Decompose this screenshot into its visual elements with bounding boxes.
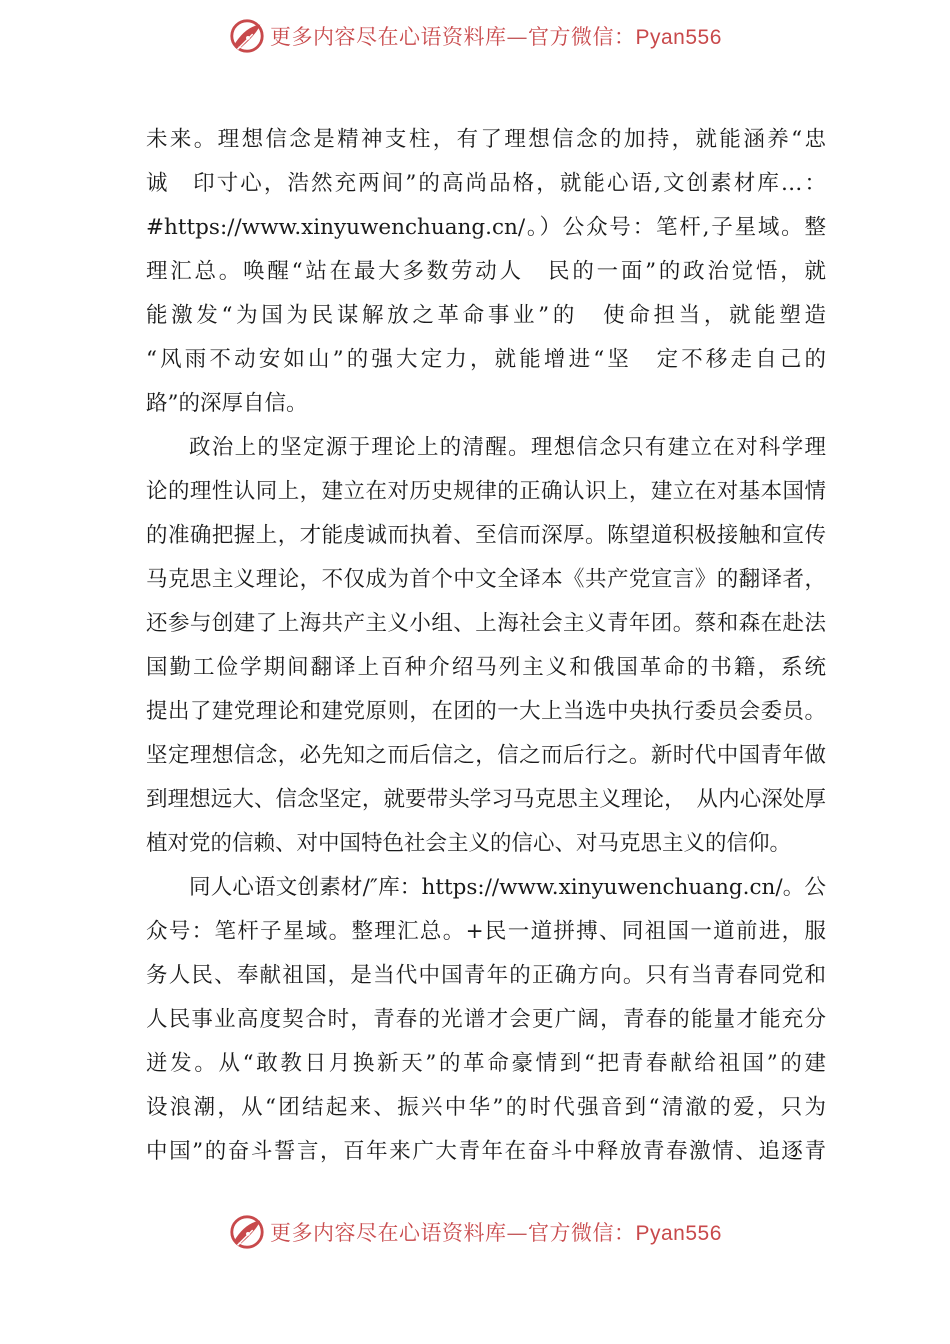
text-line: 诚 印寸心，浩然充两间”的高尚品格，就能心语,文创素材库…：	[146, 171, 826, 196]
text-line: 植对党的信赖、对中国特色社会主义的信心、对马克思主义的信仰。	[146, 831, 792, 856]
footer-wechat-label: 官方微信：	[528, 1221, 636, 1245]
header-separator: —	[506, 25, 528, 49]
text-line: 国勤工俭学期间翻译上百种介绍马列主义和俄国革命的书籍，系统	[146, 655, 826, 680]
document-body	[146, 118, 826, 1174]
header-banner	[228, 16, 748, 56]
text-line: 务人民、奉献祖国，是当代中国青年的正确方向。只有当青春同党和	[146, 963, 826, 988]
text-line: 未来。理想信念是精神支柱，有了理想信念的加持，就能涵养“忠	[146, 127, 826, 152]
header-wechat-label: 官方微信：	[528, 25, 636, 49]
text-line: 设浪潮，从“团结起来、振兴中华”的时代强音到“清澈的爱，只为	[146, 1095, 826, 1120]
text-line: 能激发“为国为民谋解放之革命事业”的 使命担当，就能塑造	[146, 303, 826, 328]
footer-banner	[228, 1212, 748, 1252]
footer-brand: 更多内容尽在心语资料库	[270, 1221, 507, 1245]
text-line: 路”的深厚自信。	[146, 391, 308, 416]
text-line: 迸发。从“敢教日月换新天”的革命豪情到“把青春献给祖国”的建	[146, 1051, 826, 1076]
text-line: 提出了建党理论和建党原则，在团的一大上当选中央执行委员会委员。	[146, 699, 826, 724]
text-line: 马克思主义理论，不仅成为首个中文全译本《共产党宣言》的翻译者，	[146, 567, 826, 592]
pen-nib-logo-icon	[228, 1213, 266, 1251]
text-line: 论的理性认同上，建立在对历史规律的正确认识上，建立在对基本国情	[146, 479, 826, 504]
text-line: “风雨不动安如山”的强大定力，就能增进“坚 定不移走自己的	[146, 347, 826, 372]
text-line: 的准确把握上，才能虔诚而执着、至信而深厚。陈望道积极接触和宣传	[146, 523, 826, 548]
text-line: 理汇总。唤醒“站在最大多数劳动人 民的一面”的政治觉悟，就	[146, 259, 826, 284]
text-line: 中国”的奋斗誓言，百年来广大青年在奋斗中释放青春激情、追逐青	[146, 1139, 826, 1164]
pen-nib-logo-icon	[228, 17, 266, 55]
paragraph-start-line: 同人心语文创素材/″库：https://www.xinyuwenchuang.cn/。公	[189, 875, 826, 900]
text-line: 到理想远大、信念坚定，就要带头学习马克思主义理论， 从内心深处厚	[146, 787, 826, 812]
text-line: 坚定理想信念，必先知之而后信之，信之而后行之。新时代中国青年做	[146, 743, 826, 768]
text-line: #https://www.xinyuwenchuang.cn/。）公众号：笔杆,子星域。整	[146, 215, 826, 240]
paragraph-start-line: 政治上的坚定源于理论上的清醒。理想信念只有建立在对科学理	[189, 435, 826, 460]
text-line: 人民事业高度契合时，青春的光谱才会更广阔，青春的能量才能充分	[146, 1007, 826, 1032]
footer-text	[270, 1217, 722, 1247]
footer-separator: —	[506, 1221, 528, 1245]
header-brand: 更多内容尽在心语资料库	[270, 25, 507, 49]
footer-wechat-id: Pyan556	[635, 1222, 722, 1245]
text-line: 众号：笔杆子星域。整理汇总。+民一道拼搏、同祖国一道前进，服	[146, 919, 826, 944]
header-wechat-id: Pyan556	[635, 26, 722, 49]
header-text	[270, 21, 722, 51]
text-line: 还参与创建了上海共产主义小组、上海社会主义青年团。蔡和森在赴法	[146, 611, 826, 636]
